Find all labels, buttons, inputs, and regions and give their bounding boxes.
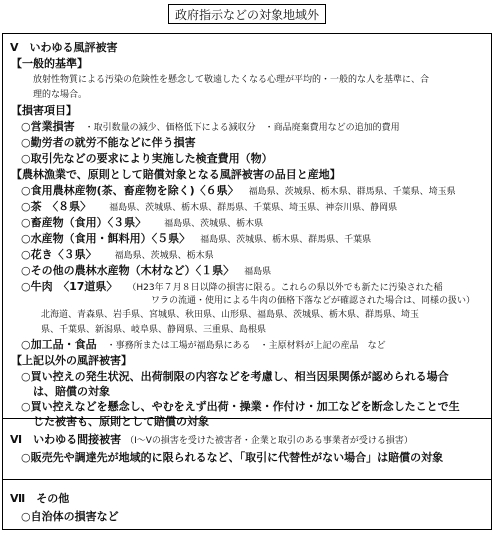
other-damage-item-cont: じた被害も、原則として賠償の対象 <box>33 415 209 428</box>
agri-item-name: ○水産物（食用・餌料用）〈５県〉 <box>21 232 191 245</box>
section-indirect-damage <box>3 420 491 480</box>
agri-item-name: ○食用農林産物(茶、畜産物を除く)〈６県〉 <box>21 184 239 197</box>
processed-item <box>21 338 386 353</box>
section-heading: Ⅴ いわゆる風評被害 <box>10 41 118 54</box>
beef-item-title: ○牛肉 〈17道県〉 <box>21 280 118 293</box>
agri-item <box>21 248 214 263</box>
agri-item-areas: 福島県 <box>244 267 272 277</box>
other-item: ○自治体の損害など <box>21 510 119 523</box>
section-reputational-damage <box>3 34 491 428</box>
section-heading-title: Ⅵ いわゆる間接被害 <box>10 433 122 446</box>
processed-item-detail: ・事務所または工場が福島県にある ・主原材料が上記の産品 など <box>106 341 386 351</box>
other-damage-item: ○買い控えの発生状況、出荷制限の内容などを考慮し、相当因果関係が認められる場合 <box>21 370 449 383</box>
beef-item-note-cont: ワラの流通・使用による牛肉の価格下落などが確認された場合は、同様の扱い） <box>151 296 476 306</box>
agri-item <box>21 200 397 215</box>
agri-item <box>21 216 263 231</box>
general-criteria-text-cont: 理的な場合。 <box>33 90 88 100</box>
section-heading <box>10 433 413 448</box>
damage-items-label: 【損害項目】 <box>11 104 77 117</box>
agri-item-name: ○花き〈３県〉 <box>21 248 97 261</box>
beef-item-areas: 北海道、青森県、岩手県、宮城県、秋田県、山形県、福島県、茨城県、栃木県、群馬県、埼玉 <box>41 310 420 320</box>
agri-item-name: ○茶 〈８県〉 <box>21 200 92 213</box>
damage-item-title: ○営業損害 <box>21 120 75 133</box>
agri-item-areas: 福島県、茨城県、栃木県、群馬県、千葉県、埼玉県 <box>248 187 456 197</box>
agri-item-areas: 福島県、茨城県、栃木県 <box>164 219 264 229</box>
page-title: 政府指示などの対象地域外 <box>168 4 326 24</box>
content-frame <box>2 33 492 530</box>
other-damage-item-cont: は、賠償の対象 <box>33 385 110 398</box>
general-criteria-text: 放射性物質による汚染の危険性を懸念して敬遠したくなる心理が平均的・一般的な人を基準に、合 <box>33 75 430 85</box>
beef-item <box>21 280 443 295</box>
beef-item-note: （H23年７月８日以降の損害に限る。これらの県以外でも新たに汚染された稲 <box>127 283 443 293</box>
other-damage-label: 【上記以外の風評被害】 <box>11 354 132 367</box>
other-damage-item: ○買い控えなどを懸念し、やむをえず出荷・操業・作付け・加工などを断念したことで生 <box>21 400 460 413</box>
agri-item-areas: 福島県、茨城県、栃木県 <box>114 251 214 261</box>
section-heading-note: （Ⅰ～Ⅴの損害を受けた被害者・企業と取引のある事業者が受ける損害） <box>125 436 413 446</box>
indirect-damage-item: ○販売先や調達先が地域的に限られるなど、「取引に代替性がない場合」は賠償の対象 <box>21 451 444 464</box>
damage-item-detail: ・取引数量の減少、価格低下による減収分 ・商品廃棄費用などの追加的費用 <box>84 123 400 133</box>
damage-item <box>21 120 400 135</box>
agri-item <box>21 184 456 199</box>
agri-label: 【農林漁業で、原則として賠償対象となる風評被害の品目と産地】 <box>11 168 341 181</box>
section-heading: Ⅶ その他 <box>10 492 70 505</box>
damage-item: ○取引先などの要求により実施した検査費用（物） <box>21 152 273 165</box>
processed-item-title: ○加工品・食品 <box>21 338 97 351</box>
beef-item-areas-cont: 県、千葉県、新潟県、岐阜県、静岡県、三重県、島根県 <box>41 325 267 335</box>
agri-item-name: ○その他の農林水産物（木材など）〈１県〉 <box>21 264 235 277</box>
agri-item-areas: 福島県、茨城県、栃木県、群馬県、千葉県、埼玉県、神奈川県、静岡県 <box>109 203 398 213</box>
general-criteria-label: 【一般的基準】 <box>11 57 88 70</box>
damage-item: ○勤労者の就労不能などに伴う損害 <box>21 136 196 149</box>
agri-item-areas: 福島県、茨城県、栃木県、群馬県、千葉県 <box>200 235 372 245</box>
agri-item <box>21 264 271 279</box>
agri-item <box>21 232 371 247</box>
section-other <box>3 481 491 529</box>
agri-item-name: ○畜産物（食用）〈３県〉 <box>21 216 147 229</box>
